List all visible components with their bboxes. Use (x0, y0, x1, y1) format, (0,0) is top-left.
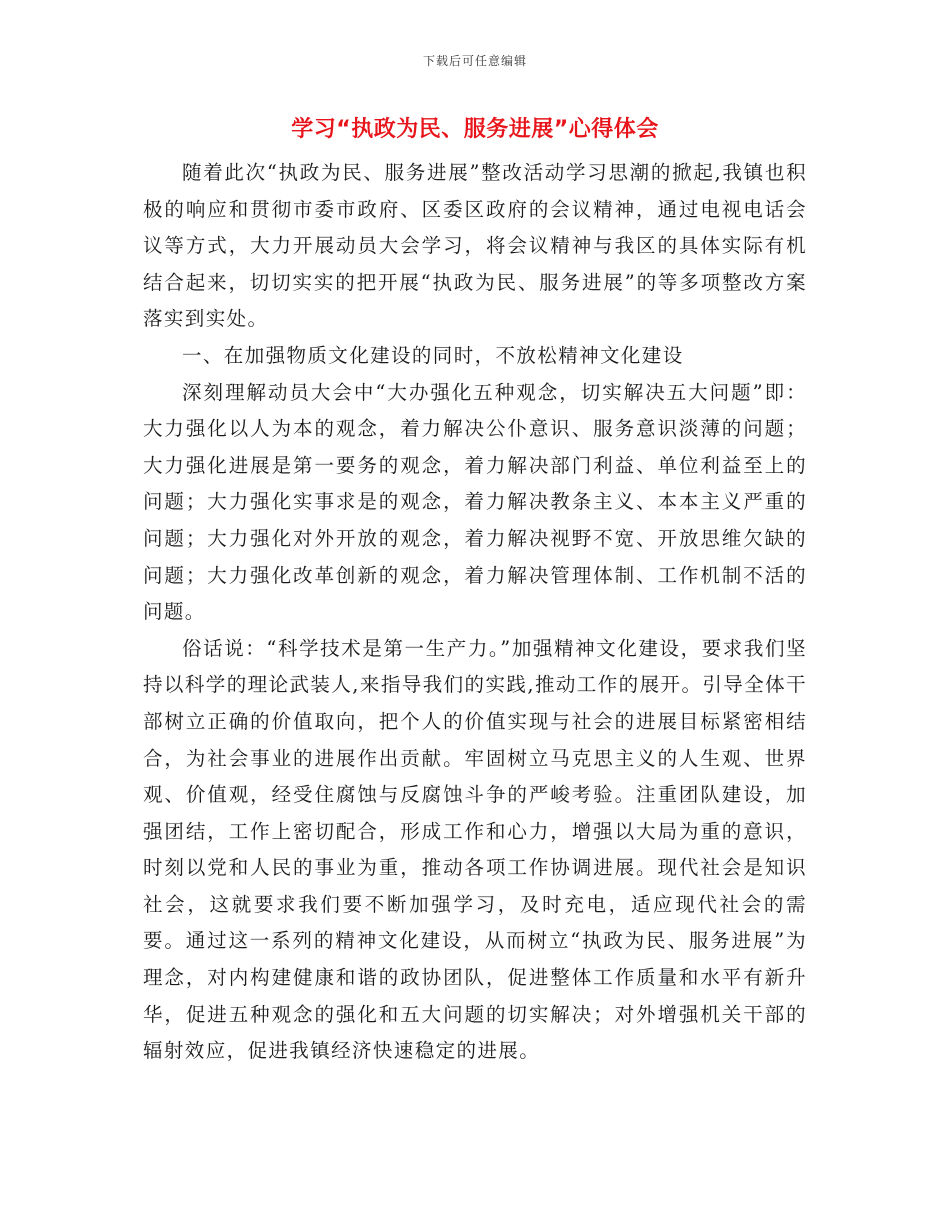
paragraph-intro: 随着此次“执政为民、服务进展”整改活动学习思潮的掀起,我镇也积极的响应和贯彻市委市政府、区委区政府的会议精神，通过电视电话会议等方式，大力开展动员大会学习，将会议精神与我区的具体实际有机结合起来，切切实实的把开展“执政为民、服务进展”的等多项整改方案落实到实处。 (143, 161, 807, 331)
paragraph-five-concepts: 深刻理解动员大会中“大办强化五种观念，切实解决五大问题”即：大力强化以人为本的观念，着力解决公仆意识、服务意识淡薄的问题；大力强化进展是第一要务的观念，着力解决部门利益、单位利益至上的问题；大力强化实事求是的观念，着力解决教条主义、本本主义严重的问题；大力强化对外开放的观念，着力解决视野不宽、开放思维欠缺的问题；大力强化改革创新的观念，着力解决管理体制、工作机制不活的问题。 (143, 380, 807, 624)
document-body (143, 155, 807, 1070)
section-heading-1: 一、在加强物质文化建设的同时，不放松精神文化建设 (182, 343, 684, 367)
header-note: 下载后可任意编辑 (422, 54, 527, 68)
paragraph-spiritual-culture: 俗话说：“科学技术是第一生产力。”加强精神文化建设，要求我们坚持以科学的理论武装人,来指导我们的实践,推动工作的展开。引导全体干部树立正确的价值取向，把个人的价值实现与社会的进展目标紧密相结合，为社会事业的进展作出贡献。牢固树立马克思主义的人生观、世界观、价值观，经受住腐蚀与反腐蚀斗争的严峻考验。注重团队建设，加强团结，工作上密切配合，形成工作和心力，增强以大局为重的意识，时刻以党和人民的事业为重，推动各项工作协调进展。现代社会是知识社会，这就要求我们要不断加强学习，及时充电，适应现代社会的需要。通过这一系列的精神文化建设，从而树立“执政为民、服务进展”为理念，对内构建健康和谐的政协团队，促进整体工作质量和水平有新升华，促进五种观念的强化和五大问题的切实解决；对外增强机关干部的辐射效应，促进我镇经济快速稳定的进展。 (143, 636, 807, 1063)
document-title: 学习“执政为民、服务进展”心得体会 (291, 117, 659, 142)
